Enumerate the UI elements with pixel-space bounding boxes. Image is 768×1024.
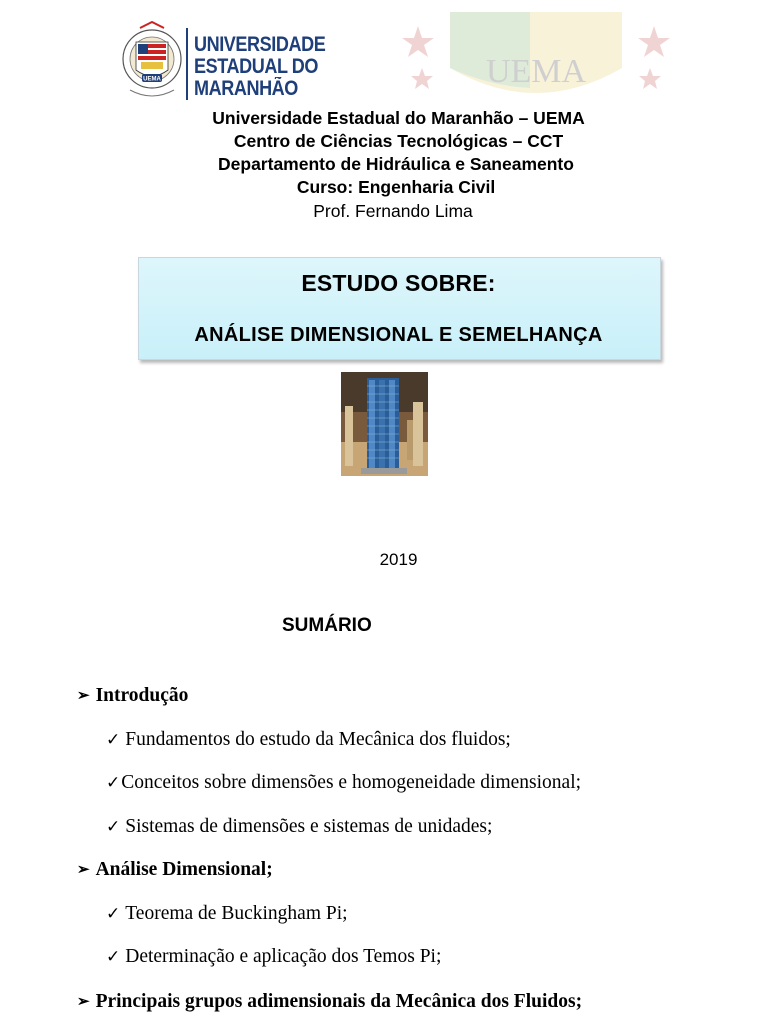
toc-item-text: Fundamentos do estudo da Mecânica dos fluidos; [125, 729, 511, 750]
toc-subitem-buckingham [106, 903, 348, 925]
uema-seal-logo [122, 12, 182, 110]
toc-item-text: Determinação e aplicação dos Temos Pi; [125, 946, 442, 967]
toc-item-text: Sistemas de dimensões e sistemas de unidades; [125, 816, 493, 837]
check-bullet-icon: ✓ [106, 904, 121, 923]
svg-text:UEMA: UEMA [143, 76, 161, 83]
toc-item-text: Principais grupos adimensionais da Mecânica dos Fluidos; [95, 991, 583, 1012]
header-university: Universidade Estadual do Maranhão – UEMA [212, 108, 585, 128]
toc-subitem-termos-pi [106, 946, 441, 968]
toc-subitem-sistemas [106, 816, 492, 838]
toc-subitem-fundamentos [106, 729, 511, 751]
header-professor: Prof. Fernando Lima [313, 201, 473, 221]
arrow-bullet-icon: ➢ [77, 862, 90, 878]
logo-text-line-3: MARANHÃO [194, 77, 298, 100]
check-bullet-icon: ✓ [106, 730, 121, 749]
logo-text-line-2: ESTADUAL DO [194, 55, 319, 78]
svg-text:UEMA: UEMA [485, 53, 587, 90]
toc-item-introducao [77, 685, 188, 707]
summary-heading: SUMÁRIO [282, 615, 372, 636]
arrow-bullet-icon: ➢ [77, 688, 90, 704]
header-course: Curso: Engenharia Civil [296, 177, 496, 197]
toc-item-analise-dimensional [77, 859, 273, 881]
toc-item-text: Introdução [95, 685, 189, 706]
check-bullet-icon: ✓ [106, 817, 121, 836]
toc-item-text: Teorema de Buckingham Pi; [125, 903, 348, 924]
logo-divider [186, 28, 188, 100]
check-bullet-icon: ✓ [106, 773, 121, 792]
arrow-bullet-icon: ➢ [77, 994, 90, 1010]
building-model-image [341, 372, 428, 476]
check-bullet-icon: ✓ [106, 947, 121, 966]
toc-item-text: Conceitos sobre dimensões e homogeneidade dimensional; [121, 772, 582, 793]
document-title-line-1: ESTUDO SOBRE: [301, 270, 496, 296]
header-center: Centro de Ciências Tecnológicas – CCT [233, 131, 564, 151]
document-title-line-2: ANÁLISE DIMENSIONAL E SEMELHANÇA [194, 324, 603, 346]
toc-item-text: Análise Dimensional; [95, 859, 273, 880]
toc-subitem-conceitos [106, 772, 581, 794]
toc-item-grupos-adimensionais [77, 991, 582, 1013]
year: 2019 [379, 550, 418, 569]
uema-watermark [400, 8, 672, 116]
logo-text-line-1: UNIVERSIDADE [194, 33, 326, 56]
header-department: Departamento de Hidráulica e Saneamento [218, 154, 574, 174]
